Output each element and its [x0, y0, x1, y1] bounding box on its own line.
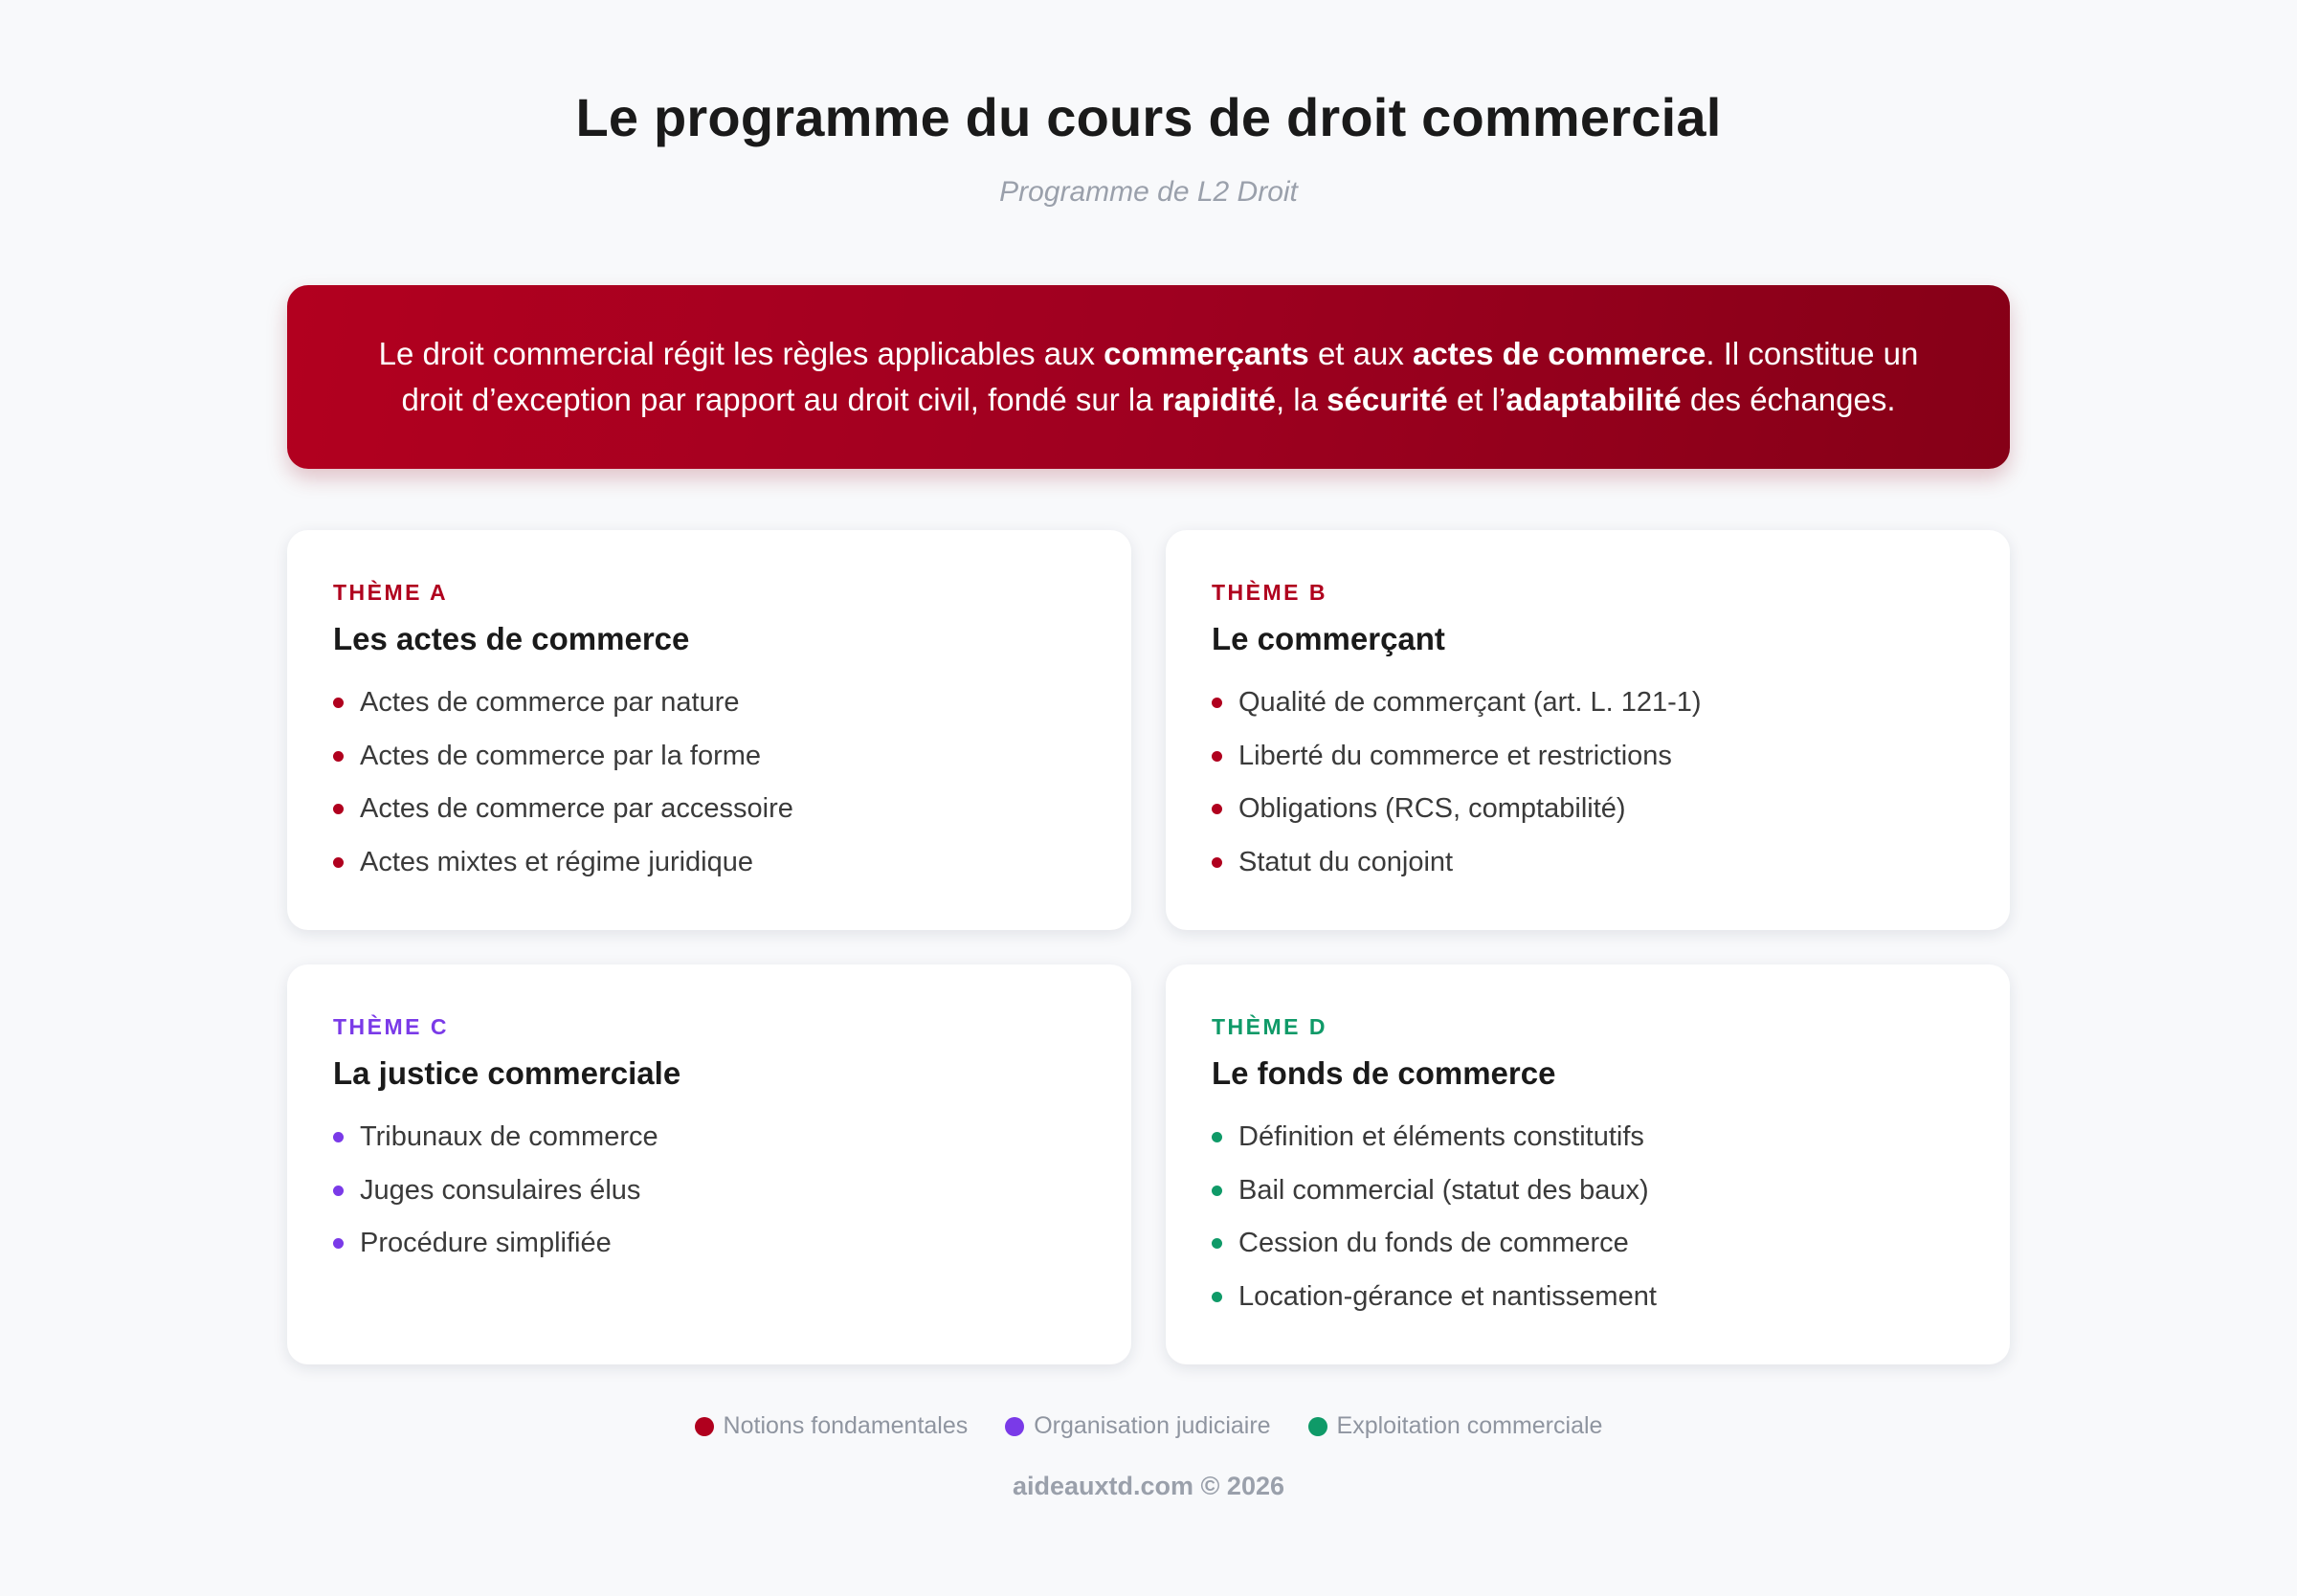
list-item-label: Définition et éléments constitutifs: [1238, 1121, 1644, 1152]
theme-label: THÈME B: [1212, 580, 1327, 605]
theme-item-list: [333, 683, 1131, 896]
intro-text: . Il constitue un: [1706, 336, 1919, 371]
intro-keyword: adaptabilité: [1505, 382, 1682, 417]
list-item: [333, 1224, 1131, 1277]
list-item-label: Actes de commerce par accessoire: [360, 793, 793, 824]
bullet-dot-icon: [333, 857, 344, 868]
intro-text: et aux: [1308, 336, 1414, 371]
theme-label: THÈME C: [333, 1014, 449, 1039]
intro-line-1: [364, 331, 1933, 377]
bullet-dot-icon: [1212, 1186, 1222, 1196]
list-item: [1212, 1277, 2010, 1331]
bullet-dot-icon: [1212, 698, 1222, 708]
bullet-dot-icon: [1212, 751, 1222, 762]
intro-text: des échanges.: [1681, 382, 1896, 417]
list-item: [1212, 1224, 2010, 1277]
list-item: [1212, 1171, 2010, 1225]
theme-card-b: [1166, 530, 2010, 930]
list-item-label: Juges consulaires élus: [360, 1174, 641, 1206]
theme-title: Le fonds de commerce: [1212, 1055, 1556, 1091]
bullet-dot-icon: [1212, 804, 1222, 814]
legend-label: Organisation judiciaire: [1034, 1412, 1271, 1439]
bullet-dot-icon: [1212, 857, 1222, 868]
page-subtitle: Programme de L2 Droit: [999, 176, 1298, 208]
bullet-dot-icon: [333, 751, 344, 762]
list-item-label: Qualité de commerçant (art. L. 121-1): [1238, 687, 1702, 718]
intro-line-2: [364, 377, 1933, 423]
bullet-dot-icon: [333, 1132, 344, 1142]
intro-keyword: rapidité: [1161, 382, 1276, 417]
list-item-label: Cession du fonds de commerce: [1238, 1228, 1629, 1258]
intro-keyword: sécurité: [1327, 382, 1448, 417]
legend: [0, 1408, 2297, 1443]
list-item-label: Obligations (RCS, comptabilité): [1238, 793, 1626, 824]
intro-keyword: commerçants: [1104, 336, 1309, 371]
footer-credit: aideauxtd.com © 2026: [1012, 1472, 1284, 1500]
list-item: [333, 1118, 1131, 1171]
theme-item-list: [1212, 683, 2010, 896]
list-item: [333, 1171, 1131, 1225]
bullet-dot-icon: [1212, 1238, 1222, 1249]
intro-keyword: actes de commerce: [1413, 336, 1706, 371]
bullet-dot-icon: [333, 1238, 344, 1249]
theme-label: THÈME D: [1212, 1014, 1327, 1039]
list-item: [333, 789, 1131, 843]
bullet-dot-icon: [333, 1186, 344, 1196]
intro-text: et l’: [1447, 382, 1506, 417]
theme-item-list: [1212, 1118, 2010, 1330]
intro-banner: [287, 285, 2010, 469]
list-item: [333, 737, 1131, 790]
page-title: Le programme du cours de droit commercial: [575, 87, 1722, 147]
theme-label: THÈME A: [333, 580, 449, 605]
list-item: [1212, 789, 2010, 843]
legend-dot-icon: [1308, 1417, 1327, 1436]
theme-title: Le commerçant: [1212, 621, 1445, 656]
list-item: [1212, 843, 2010, 897]
legend-item: [1308, 1408, 1603, 1443]
list-item-label: Procédure simplifiée: [360, 1228, 612, 1258]
intro-text: Le droit commercial régit les règles applicables aux: [378, 336, 1104, 371]
list-item: [1212, 683, 2010, 737]
legend-dot-icon: [1005, 1417, 1024, 1436]
legend-label: Exploitation commerciale: [1336, 1412, 1603, 1439]
list-item-label: Liberté du commerce et restrictions: [1238, 740, 1672, 771]
bullet-dot-icon: [333, 804, 344, 814]
legend-label: Notions fondamentales: [723, 1412, 969, 1439]
list-item: [333, 843, 1131, 897]
list-item-label: Actes de commerce par la forme: [360, 740, 762, 771]
list-item-label: Actes mixtes et régime juridique: [360, 846, 753, 877]
legend-item: [1005, 1408, 1270, 1443]
theme-card-a: [287, 530, 1131, 930]
list-item: [333, 683, 1131, 737]
intro-text: , la: [1275, 382, 1327, 417]
list-item-label: Actes de commerce par nature: [360, 687, 740, 718]
theme-item-list: [333, 1118, 1131, 1277]
list-item-label: Statut du conjoint: [1238, 846, 1454, 877]
theme-title: La justice commerciale: [333, 1055, 681, 1091]
theme-title: Les actes de commerce: [333, 621, 690, 656]
bullet-dot-icon: [1212, 1292, 1222, 1302]
legend-item: [695, 1408, 969, 1443]
legend-dot-icon: [695, 1417, 714, 1436]
list-item: [1212, 1118, 2010, 1171]
theme-card-d: [1166, 964, 2010, 1364]
intro-text: droit d’exception par rapport au droit civil, fondé sur la: [401, 382, 1162, 417]
bullet-dot-icon: [1212, 1132, 1222, 1142]
theme-card-c: [287, 964, 1131, 1364]
bullet-dot-icon: [333, 698, 344, 708]
list-item-label: Tribunaux de commerce: [360, 1121, 658, 1152]
list-item-label: Bail commercial (statut des baux): [1238, 1174, 1649, 1206]
list-item: [1212, 737, 2010, 790]
list-item-label: Location-gérance et nantissement: [1238, 1280, 1657, 1312]
